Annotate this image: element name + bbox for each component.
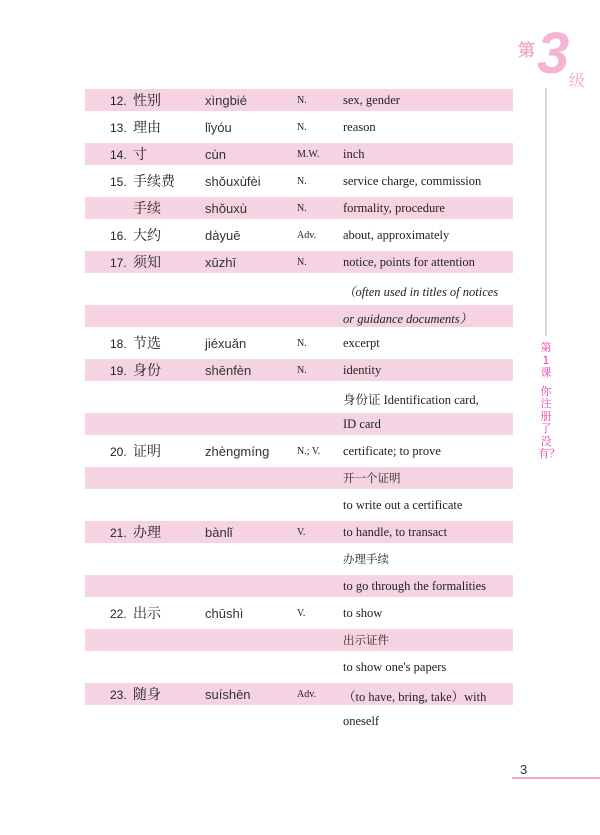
row-band — [85, 548, 513, 570]
entry-definition: service charge, commission — [343, 174, 482, 188]
entry-part-of-speech: N. — [297, 338, 307, 349]
entry-number: 18. — [110, 337, 127, 351]
entry-part-of-speech: N. — [297, 176, 307, 187]
entry-part-of-speech: N. — [297, 203, 307, 214]
entry-definition: 身份证 Identification card, — [343, 393, 479, 407]
entry-hanzi: 性别 — [133, 93, 161, 109]
entry-definition: oneself — [343, 714, 380, 728]
entry-part-of-speech: N. — [297, 365, 307, 376]
entry-hanzi: 随身 — [133, 687, 161, 703]
entry-part-of-speech: N. — [297, 95, 307, 106]
entry-definition: certificate; to prove — [343, 444, 441, 458]
entry-pinyin: dàyuē — [205, 228, 241, 243]
row-band — [85, 413, 513, 435]
entry-part-of-speech: N. — [297, 122, 307, 133]
entry-pinyin: bànlǐ — [205, 525, 233, 540]
lesson-title: 你注册了没有？ — [538, 384, 560, 460]
entry-definition: identity — [343, 363, 382, 377]
lesson-label: 第 — [540, 341, 552, 354]
vocab-row — [85, 467, 513, 494]
entry-definition: excerpt — [343, 336, 380, 350]
vocab-row — [85, 278, 513, 305]
entry-pinyin: lǐyóu — [205, 120, 232, 135]
page-number-underline — [512, 777, 600, 779]
vocab-row — [85, 143, 513, 170]
entry-hanzi: 理由 — [133, 120, 161, 136]
entry-hanzi: 出示 — [133, 606, 161, 622]
entry-pinyin: jiéxuǎn — [205, 336, 247, 351]
entry-hanzi: 手续 — [133, 201, 161, 217]
level-number: 3 — [537, 21, 570, 86]
entry-pinyin: zhèngmíng — [205, 444, 270, 459]
entry-definition: 开一个证明 — [343, 471, 401, 485]
entry-number: 17. — [110, 256, 127, 270]
entry-number: 22. — [110, 607, 127, 621]
row-band — [85, 467, 513, 489]
entry-definition: （to have, bring, take）with — [343, 690, 487, 704]
entry-hanzi: 须知 — [133, 255, 161, 271]
entry-definition: to show one's papers — [343, 660, 447, 674]
entry-definition: inch — [343, 147, 365, 161]
entry-hanzi: 寸 — [133, 147, 147, 163]
entry-hanzi: 大约 — [133, 228, 161, 244]
entry-hanzi: 证明 — [133, 444, 161, 460]
entry-definition: to write out a certificate — [343, 498, 463, 512]
entry-pinyin: shǒuxù — [205, 201, 247, 216]
row-band — [85, 629, 513, 651]
page-number: 3 — [520, 762, 528, 777]
vocab-row — [85, 116, 513, 143]
entry-part-of-speech: Adv. — [297, 230, 317, 241]
entry-definition: reason — [343, 120, 376, 134]
entry-number: 19. — [110, 364, 127, 378]
lesson-unit: 课 — [540, 366, 552, 379]
entry-definition: to handle, to transact — [343, 525, 448, 539]
vocab-row — [85, 521, 513, 548]
entry-part-of-speech: N. — [297, 257, 307, 268]
margin-divider — [545, 88, 547, 336]
entry-part-of-speech: V. — [297, 527, 306, 538]
entry-pinyin: shēnfèn — [205, 363, 252, 378]
entry-number: 13. — [110, 121, 127, 135]
entry-pinyin: suíshēn — [205, 687, 251, 702]
vocab-row — [85, 359, 513, 386]
entry-hanzi: 办理 — [133, 525, 161, 541]
level-suffix: 级 — [569, 71, 586, 90]
vocab-row — [85, 683, 513, 710]
entry-definition: or guidance documents） — [343, 312, 473, 326]
vocab-row — [85, 197, 513, 224]
entry-part-of-speech: M.W. — [297, 149, 320, 160]
entry-number: 16. — [110, 229, 127, 243]
entry-pinyin: cùn — [205, 147, 226, 162]
level-badge — [515, 21, 595, 96]
entry-number: 12. — [110, 94, 127, 108]
vocab-row — [85, 602, 513, 629]
entry-definition: （often used in titles of notices — [343, 285, 499, 299]
entry-hanzi: 身份 — [133, 363, 161, 379]
entry-pinyin: xìngbié — [205, 93, 247, 108]
entry-pinyin: chūshì — [205, 606, 244, 621]
entry-definition: ID card — [343, 417, 381, 431]
entry-part-of-speech: V. — [297, 608, 306, 619]
entry-pinyin: xūzhī — [205, 255, 237, 270]
vocab-row — [85, 413, 513, 440]
entry-definition: 出示证件 — [343, 633, 389, 647]
vocab-row — [85, 386, 513, 413]
entry-definition: to go through the formalities — [343, 579, 487, 593]
vocab-row — [85, 170, 513, 197]
entry-hanzi: 手续费 — [133, 174, 175, 190]
entry-number: 21. — [110, 526, 127, 540]
level-prefix: 第 — [518, 41, 535, 61]
vocab-row — [85, 305, 513, 332]
entry-number: 20. — [110, 445, 127, 459]
vocab-row — [85, 656, 513, 683]
vocab-row — [85, 224, 513, 251]
entry-number: 23. — [110, 688, 127, 702]
vocab-row — [85, 575, 513, 602]
entry-definition: 办理手续 — [343, 552, 389, 566]
vocab-row — [85, 629, 513, 656]
entry-definition: sex, gender — [343, 93, 400, 107]
entry-definition: to show — [343, 606, 383, 620]
lesson-side-tab — [538, 341, 560, 461]
vocab-row — [85, 710, 513, 737]
lesson-number: 1 — [542, 353, 550, 367]
vocab-row — [85, 251, 513, 278]
entry-pinyin: shǒuxùfèi — [205, 174, 261, 189]
vocab-row — [85, 89, 513, 116]
entry-hanzi: 节选 — [133, 336, 161, 352]
vocab-row — [85, 332, 513, 359]
row-band — [85, 656, 513, 678]
vocab-row — [85, 494, 513, 521]
entry-number: 14. — [110, 148, 127, 162]
vocabulary-table — [85, 89, 513, 737]
row-band — [85, 710, 513, 732]
entry-number: 15. — [110, 175, 127, 189]
entry-definition: formality, procedure — [343, 201, 445, 215]
vocab-row — [85, 440, 513, 467]
entry-part-of-speech: Adv. — [297, 689, 317, 700]
entry-definition: about, approximately — [343, 228, 450, 242]
entry-part-of-speech: N.; V. — [297, 446, 321, 457]
vocab-row — [85, 548, 513, 575]
entry-definition: notice, points for attention — [343, 255, 475, 269]
